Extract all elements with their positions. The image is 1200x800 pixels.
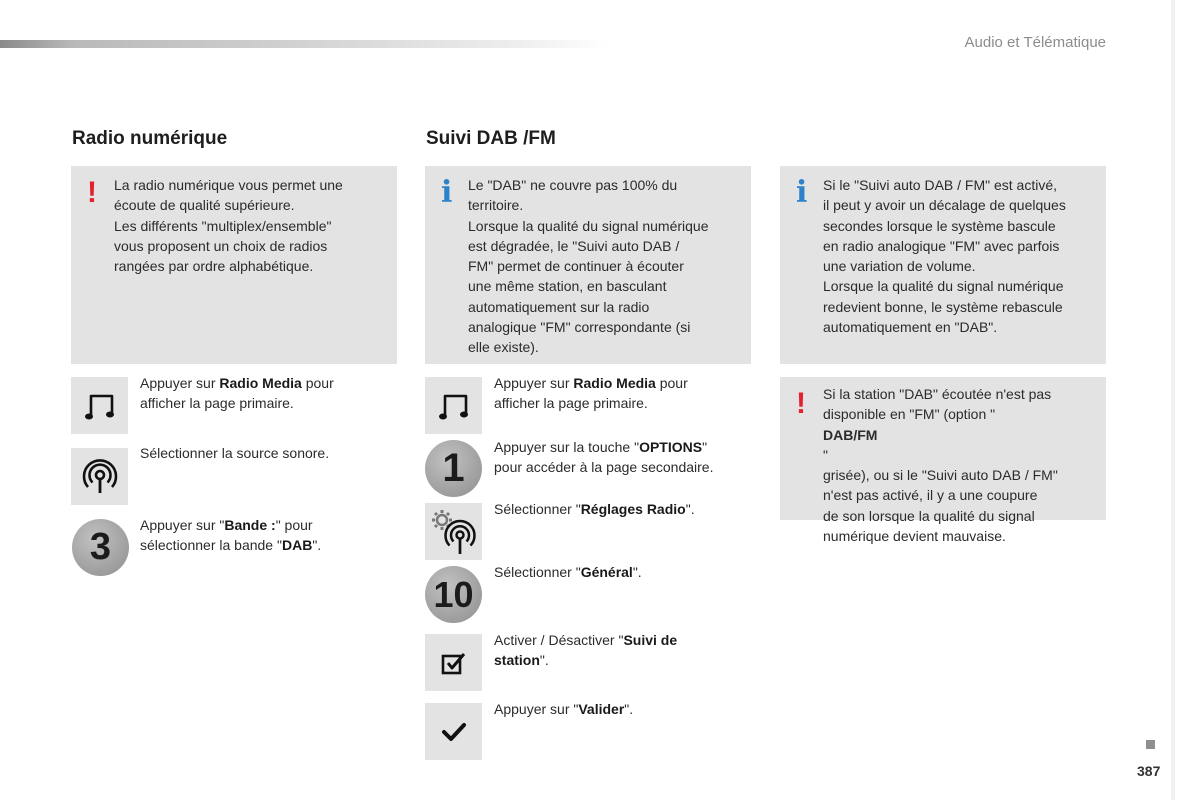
page-edge-rule <box>1171 0 1175 800</box>
middle-step-4: Sélectionner "Général". <box>494 564 642 580</box>
info-icon: i <box>441 175 453 210</box>
checkbox-icon <box>425 634 482 691</box>
step-number-1: 1 <box>425 440 482 497</box>
info-box-dab-fm-switch <box>780 166 1106 364</box>
music-note-icon <box>71 377 128 434</box>
middle-step-1: Appuyer sur Radio Media pour afficher la page primaire. <box>494 375 688 412</box>
warning-box-radio-numerique <box>71 166 397 364</box>
left-step-3: Appuyer sur "Bande :" pour sélectionner la bande "DAB". <box>140 517 322 554</box>
warning-icon: ! <box>87 176 97 209</box>
warning-box-dab-unavailable <box>780 377 1106 545</box>
info-icon: i <box>796 175 808 210</box>
middle-step-2: Appuyer sur la touche "OPTIONS" pour accéder à la page secondaire. <box>494 439 714 476</box>
left-step-2: Sélectionner la source sonore. <box>140 445 330 461</box>
step-number-3: 3 <box>72 519 129 576</box>
middle-step-3: Sélectionner "Réglages Radio". <box>494 501 695 517</box>
warning-icon: ! <box>796 387 806 420</box>
section-title: Audio et Télématique <box>964 34 1106 51</box>
settings-radio-icon <box>425 503 482 560</box>
radio-source-icon <box>71 448 128 505</box>
info-box-dab-coverage <box>425 166 751 364</box>
music-note-icon <box>425 377 482 434</box>
heading-radio-numerique: Radio numérique <box>72 128 228 149</box>
info-text: Le "DAB" ne couvre pas 100% du territoire. Lorsque la qualité du signal numérique est dégradée, le "Suivi auto DAB / FM" permet de continuer à écouter une même station, en basculant automatiquement sur la radio analogique "FM" correspondante (si elle existe). <box>468 177 709 356</box>
left-step-1: Appuyer sur Radio Media pour afficher la page primaire. <box>140 375 334 412</box>
middle-step-6: Appuyer sur "Valider". <box>494 701 634 717</box>
warning-text: La radio numérique vous permet une écoute de qualité supérieure. Les différents "multiplex/ensemble" vous proposent un choix de radios rangées par ordre alphabétique. <box>114 177 343 275</box>
corner-marker <box>1146 740 1155 749</box>
checkmark-icon <box>425 703 482 760</box>
info-text: Si le "Suivi auto DAB / FM" est activé, il peut y avoir un décalage de quelques secondes lorsque le système bascule en radio analogique "FM" avec parfois une variation de volume. Lorsque la qualité du signal numérique redevient bonne, le système rebascule automatiquement en "DAB". <box>823 177 1066 336</box>
header-gradient-bar <box>0 40 610 48</box>
heading-suivi-dab-fm: Suivi DAB /FM <box>426 128 556 149</box>
middle-step-5: Activer / Désactiver "Suivi de station". <box>494 632 678 669</box>
step-number-10: 10 <box>425 566 482 623</box>
page-number: 387 <box>1137 763 1161 779</box>
warning-text: Si la station "DAB" écoutée n'est pas disponible en "FM" (option " DAB/FM " grisée), ou si le "Suivi auto DAB / FM" n'est pas activé, il y a une coupure de son lorsque la qualité du signal numérique devient mauvaise. <box>823 386 1058 545</box>
